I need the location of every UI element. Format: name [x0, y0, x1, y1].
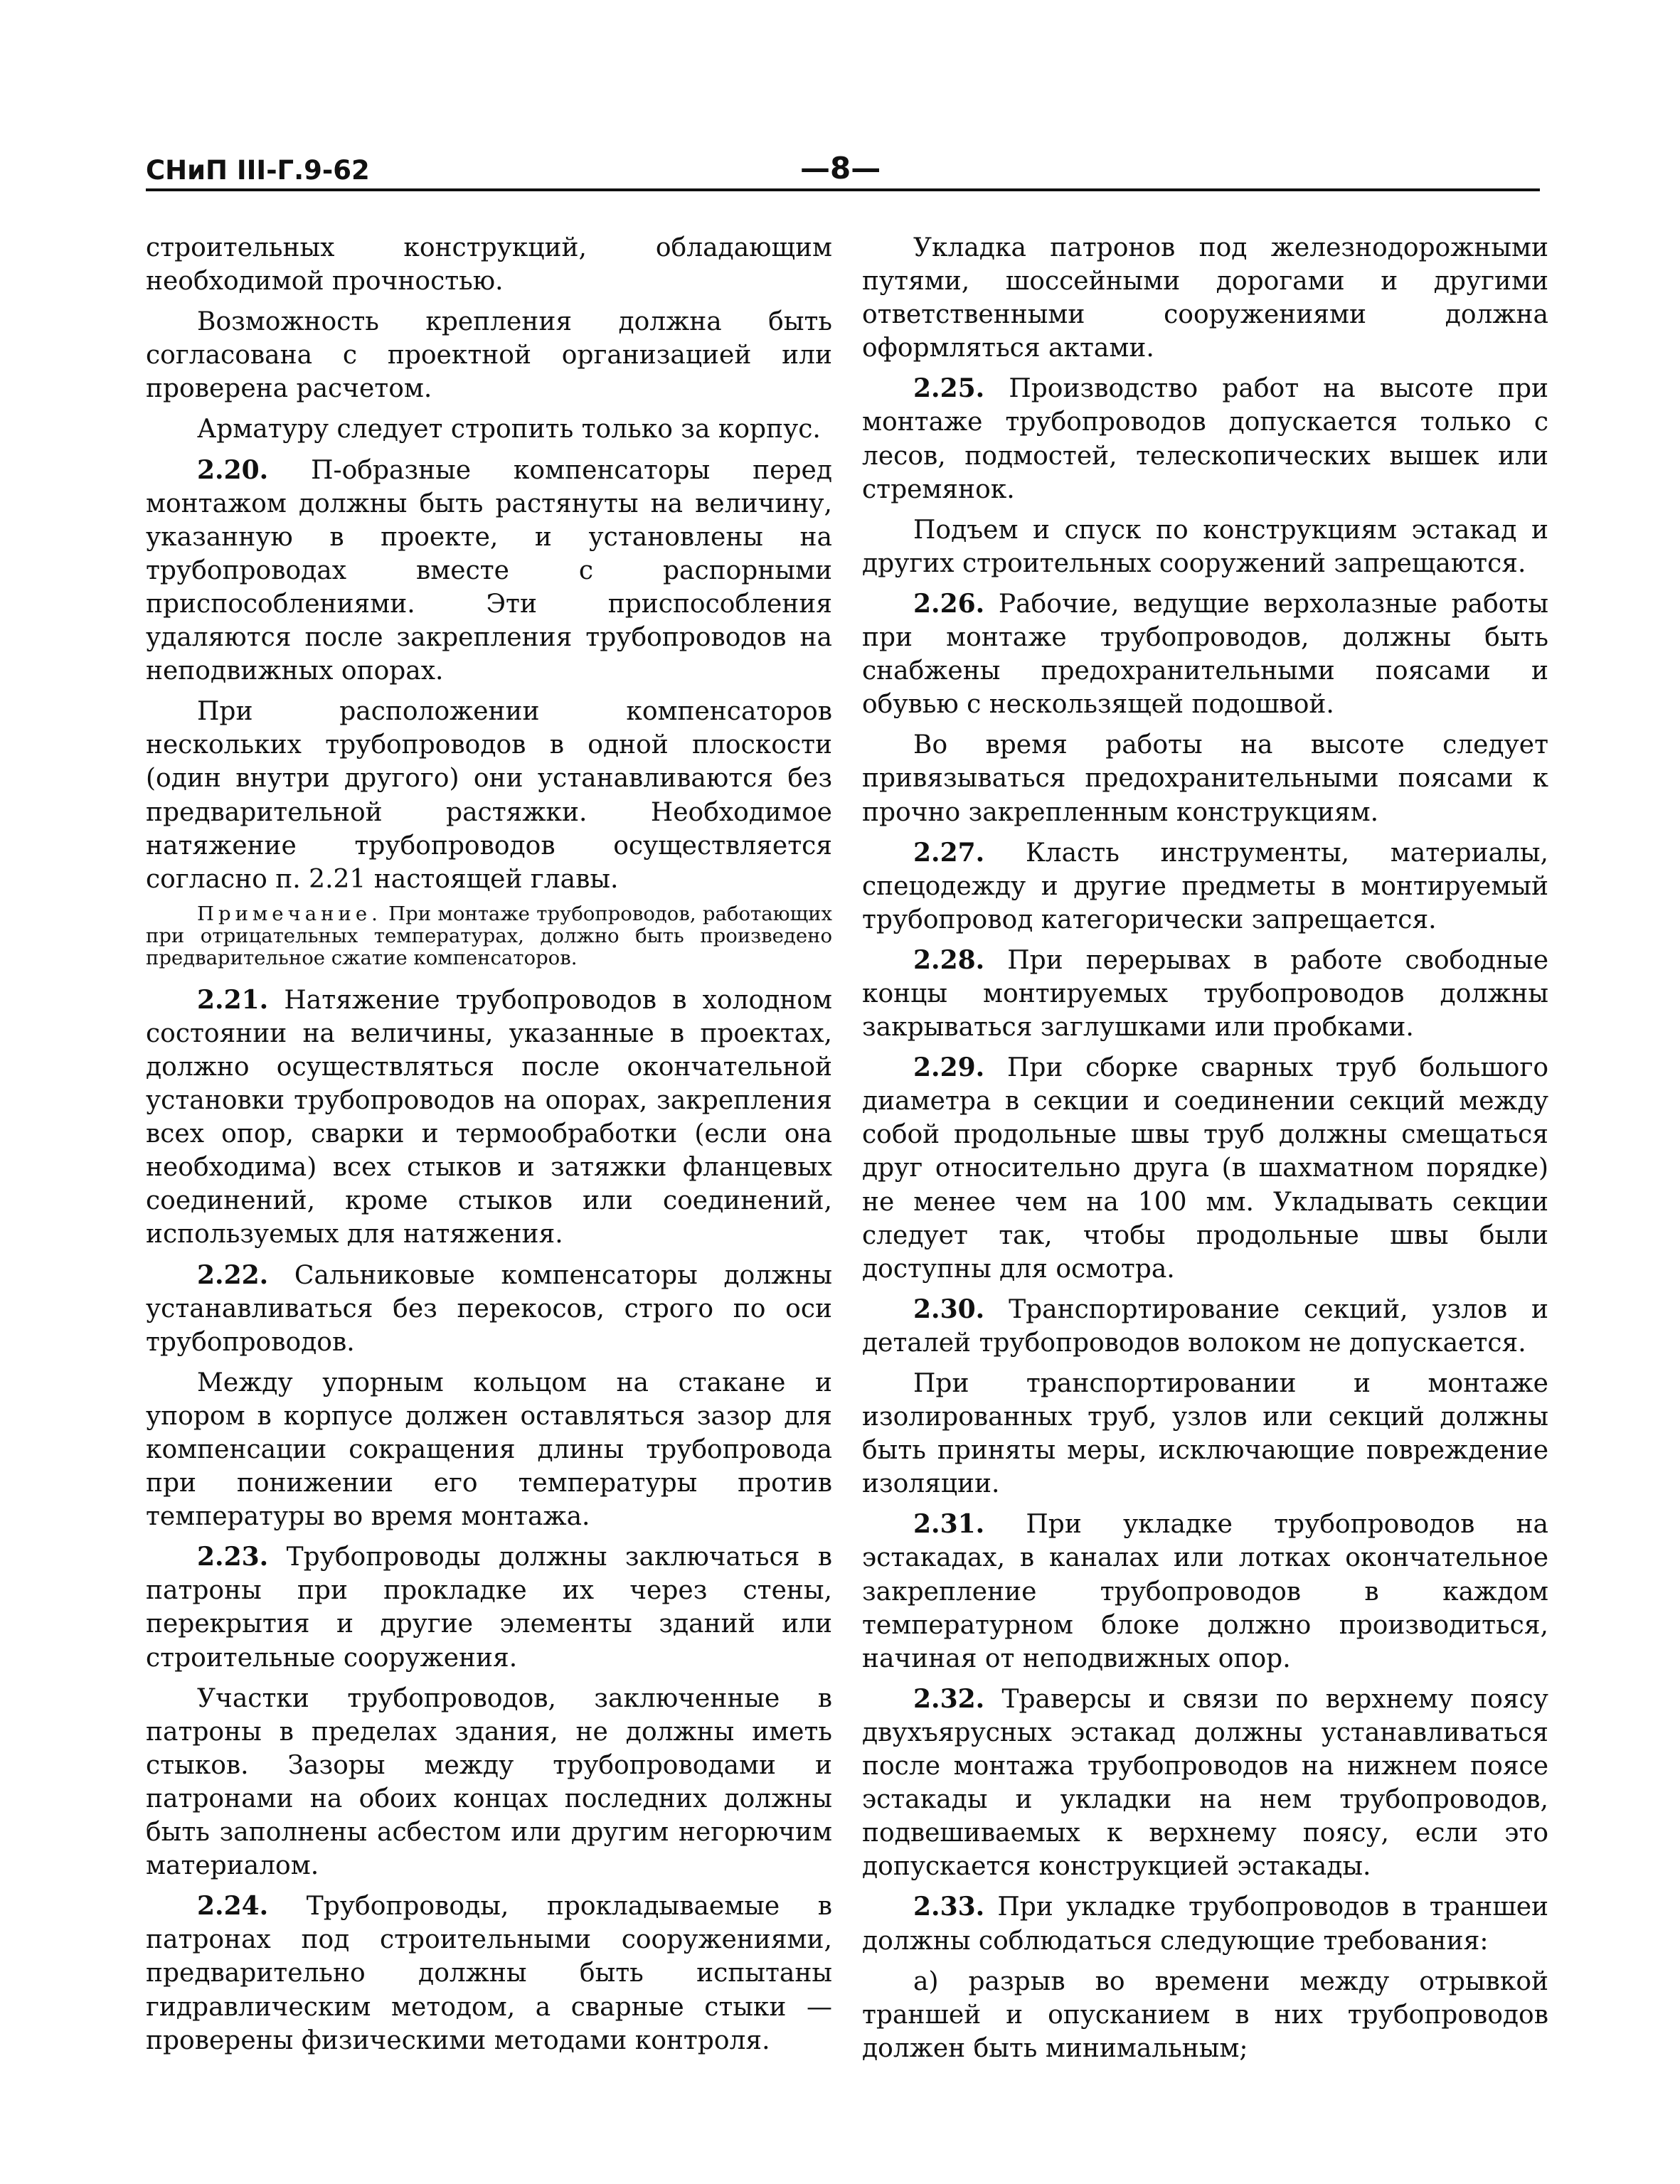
- paragraph-text: Траверсы и связи по верхнему поясу двухъярусных эстакад должны устанавливаться после монтажа трубопроводов на нижнем поясе эстакады и укладки на нем трубопроводов, подвешиваемых к верхнему поясу, если это допускается конструкцией эстакады.: [862, 1684, 1548, 1882]
- paragraph-text: Участки трубопроводов, заключенные в патроны в пределах здания, не должны иметь стыков. Зазоры между трубопроводами и патронами на обоих концах последних должны быть заполнены асбестом или другим негорючим материалом.: [146, 1683, 832, 1881]
- paragraph-text: П-образные компенсаторы перед монтажом должны быть растянуты на величину, указанную в проекте, и установлены на трубопроводах вместе с распорными приспособлениями. Эти приспособления удаляются после закрепления трубопроводов на неподвижных опорах.: [146, 455, 832, 686]
- paragraph-text: строительных конструкций, обладающим необходимой прочностью.: [146, 233, 832, 297]
- body-paragraph: [862, 513, 1548, 580]
- paragraph-text: При сборке сварных труб большого диаметра в секции и соединении секций между собой продольные швы труб должны смещаться друг относительно друга (в шахматном порядке) не менее чем на 100 мм. Укладывать секции следует так, чтобы продольные швы были доступны для осмотра.: [862, 1053, 1548, 1284]
- clause-number: 2.29.: [913, 1053, 985, 1083]
- clause-number: 2.33.: [913, 1892, 985, 1922]
- body-paragraph: [146, 1366, 832, 1533]
- paragraph-text: Арматуру следует стропить только за корпус.: [197, 415, 821, 444]
- paragraph-text: При укладке трубопроводов в траншеи должны соблюдаться следующие требования:: [862, 1892, 1548, 1956]
- paragraph-text: Возможность крепления должна быть согласована с проектной организацией или проверена расчетом.: [146, 307, 832, 404]
- paragraph-text: Между упорным кольцом на стакане и упором в корпусе должен оставляться зазор для компенсации сокращения длины трубопровода при понижении его температуры против температуры во время монтажа.: [146, 1368, 832, 1532]
- clause-number: 2.20.: [197, 454, 269, 485]
- body-paragraph: [862, 231, 1548, 365]
- clause-number: 2.32.: [913, 1683, 985, 1714]
- note-title: Примечание.: [197, 902, 382, 925]
- body-paragraph: [862, 1965, 1548, 2065]
- clause-paragraph: [146, 1890, 832, 2057]
- clause-paragraph: [146, 1259, 832, 1359]
- paragraph-text: Рабочие, ведущие верхолазные работы при монтаже трубопроводов, должны быть снабжены предохранительными поясами и обувью с нескользящей подошвой.: [862, 589, 1549, 720]
- clause-paragraph: [146, 1540, 832, 1674]
- paragraph-text: Трубопроводы должны заключаться в патроны при прокладке их через стены, перекрытия и другие элементы зданий или строительные сооружения.: [146, 1543, 832, 1673]
- paragraph-text: а) разрыв во времени между отрывкой траншей и опусканием в них трубопроводов должен быть минимальным;: [862, 1966, 1548, 2063]
- clause-number: 2.27.: [913, 837, 985, 868]
- clause-number: 2.31.: [913, 1509, 985, 1540]
- clause-paragraph: [862, 372, 1548, 506]
- body-paragraph: [146, 412, 832, 446]
- clause-paragraph: [146, 984, 832, 1252]
- header-rule: [146, 188, 1540, 191]
- body-paragraph: [862, 1367, 1548, 1501]
- clause-number: 2.30.: [913, 1294, 985, 1324]
- document-code: СНиП III-Г.9-62: [146, 155, 370, 186]
- clause-number: 2.24.: [197, 1891, 269, 1922]
- paragraph-text: При расположении компенсаторов нескольких трубопроводов в одной плоскости (один внутри другого) они устанавливаются без предварительной растяжки. Необходимое натяжение трубопроводов осуществляется согласно п. 2.21 настоящей главы.: [146, 697, 832, 894]
- body-paragraph: [862, 728, 1548, 829]
- clause-paragraph: [862, 1508, 1548, 1675]
- paragraph-text: Транспортирование секций, узлов и деталей трубопроводов волоком не допускается.: [862, 1294, 1548, 1358]
- clause-paragraph: [862, 1293, 1548, 1360]
- body-paragraph: [146, 305, 832, 405]
- paragraph-text: Трубопроводы, прокладываемые в патронах под строительными сооружениями, предварительно должны быть испытаны гидравлическим методом, а сварные стыки — проверены физическими методами контроля.: [146, 1892, 833, 2055]
- page-header: [146, 148, 1540, 191]
- clause-paragraph: [862, 1051, 1548, 1286]
- clause-paragraph: [862, 944, 1548, 1044]
- clause-paragraph: [146, 454, 832, 688]
- clause-number: 2.25.: [913, 373, 985, 404]
- body-paragraph: [146, 231, 832, 298]
- paragraph-text: При транспортировании и монтаже изолированных труб, узлов или секций должны быть приняты меры, исключающие повреждение изоляции.: [862, 1369, 1548, 1499]
- clause-paragraph: [862, 1683, 1548, 1884]
- body-paragraph: [146, 1682, 832, 1883]
- clause-paragraph: [862, 836, 1548, 937]
- body-paragraph: [146, 695, 832, 896]
- page-number: —8—: [800, 151, 881, 186]
- clause-number: 2.28.: [913, 944, 985, 975]
- clause-number: 2.26.: [913, 588, 985, 619]
- paragraph-text: Укладка патронов под железнодорожными путями, шоссейными дорогами и другими ответственными сооружениями должна оформляться актами.: [862, 233, 1548, 363]
- right-column: [862, 231, 1548, 2072]
- paragraph-text: Производство работ на высоте при монтаже трубопроводов допускается только с лесов, подмостей, телескопических вышек или стремянок.: [862, 374, 1548, 504]
- clause-number: 2.23.: [197, 1542, 269, 1572]
- left-column: [146, 231, 832, 2065]
- paragraph-text: Натяжение трубопроводов в холодном состоянии на величины, указанные в проектах, должно осуществляться после окончательной установки трубопроводов на опорах, закрепления всех опор, сварки и термообработки (если она необходима) всех стыков и затяжки фланцевых соединений, кроме стыков или соединений, используемых для натяжения.: [146, 985, 833, 1250]
- clause-number: 2.21.: [197, 984, 269, 1015]
- paragraph-text: Сальниковые компенсаторы должны устанавливаться без перекосов, строго по оси трубопроводов.: [146, 1260, 832, 1357]
- clause-paragraph: [862, 587, 1548, 721]
- paragraph-text: Класть инструменты, материалы, спецодежду и другие предметы в монтируемый трубопровод категорически запрещается.: [862, 838, 1548, 934]
- paragraph-text: При укладке трубопроводов на эстакадах, в каналах или лотках окончательное закрепление трубопроводов в каждом температурном блоке должно производиться, начиная от неподвижных опор.: [862, 1510, 1548, 1673]
- paragraph-text: При перерывах в работе свободные концы монтируемых трубопроводов должны закрываться заглушками или пробками.: [862, 945, 1548, 1043]
- note-text: При монтаже трубопроводов, работающих при отрицательных температурах, должно быть произведено предварительное сжатие компенсаторов.: [146, 902, 832, 969]
- clause-paragraph: [862, 1890, 1548, 1957]
- clause-number: 2.22.: [197, 1259, 269, 1290]
- paragraph-text: Подъем и спуск по конструкциям эстакад и других строительных сооружений запрещаются.: [862, 515, 1548, 578]
- note-paragraph: [146, 903, 832, 969]
- paragraph-text: Во время работы на высоте следует привязываться предохранительными поясами к прочно закрепленным конструкциям.: [862, 730, 1548, 827]
